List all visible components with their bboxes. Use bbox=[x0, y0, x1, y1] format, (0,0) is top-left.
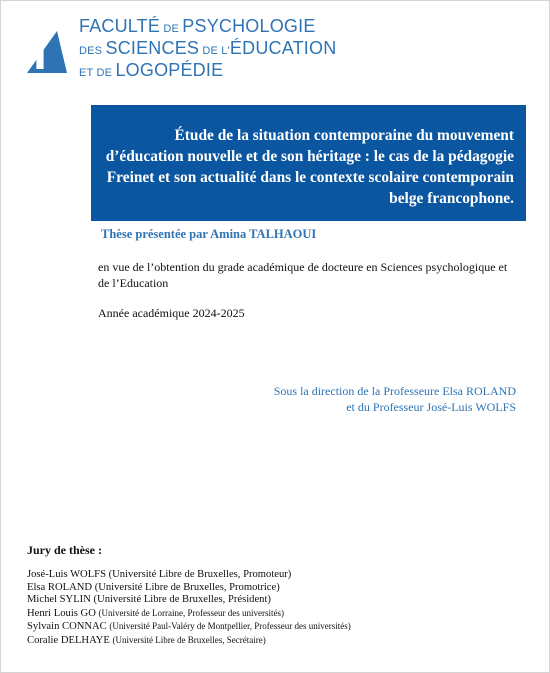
jury-heading: Jury de thèse : bbox=[27, 543, 102, 557]
jury-member-name: Elsa ROLAND bbox=[27, 581, 93, 593]
jury-member-name: Henri Louis GO bbox=[27, 607, 96, 619]
supervision-line-2: et du Professeur José-Luis WOLFS bbox=[346, 400, 516, 414]
faculty-logo-icon bbox=[23, 21, 71, 77]
jury-member-affiliation: (Université Libre de Bruxelles, Secrétaire) bbox=[112, 634, 266, 645]
jury-member-name: Coralie DELHAYE bbox=[27, 634, 110, 646]
supervision bbox=[274, 383, 516, 415]
jury-member-affiliation: (Université Paul-Valéry de Montpellier, Professeur des universités) bbox=[109, 621, 351, 632]
faculty-name-line-2: DES SCIENCES DE L'ÉDUCATION bbox=[79, 38, 337, 58]
degree-purpose: en vue de l’obtention du grade académique de docteure en Sciences psychologique et de l’Education bbox=[98, 260, 508, 290]
jury-member-affiliation: (Université de Lorraine, Professeur des universités) bbox=[98, 607, 284, 618]
title-band bbox=[91, 105, 526, 221]
supervision-line-1: Sous la direction de la Professeure Elsa ROLAND bbox=[273, 384, 516, 398]
jury-member-name: José-Luis WOLFS bbox=[27, 569, 106, 580]
faculty-logo bbox=[23, 15, 337, 85]
jury-member-affiliation: (Université Libre de Bruxelles, Promotrice) bbox=[94, 581, 280, 593]
jury-member bbox=[27, 569, 351, 582]
jury-member bbox=[27, 620, 351, 634]
faculty-name bbox=[79, 17, 336, 83]
presented-by: Thèse présentée par Amina TALHAOUI bbox=[101, 227, 317, 241]
jury-member-affiliation: (Université Libre de Bruxelles, Promoteur) bbox=[108, 569, 292, 580]
jury-member-name: Michel SYLIN bbox=[27, 594, 91, 606]
jury-member bbox=[27, 582, 351, 595]
jury-member bbox=[27, 594, 351, 607]
faculty-name-line-1: FACULTÉ DE PSYCHOLOGIE bbox=[79, 16, 316, 36]
faculty-name-line-3: ET DE LOGOPÉDIE bbox=[79, 60, 224, 80]
jury-member bbox=[27, 607, 351, 621]
academic-year: Année académique 2024-2025 bbox=[98, 306, 245, 320]
thesis-title: Étude de la situation contemporaine du mouvement d’éducation nouvelle et de son héritage : le cas de la pédagogie Freinet et son actualité dans le contexte scolaire contemporain belge francophone. bbox=[105, 127, 514, 207]
jury-member-name: Sylvain CONNAC bbox=[27, 621, 107, 633]
jury-member-affiliation: (Université Libre de Bruxelles, Président) bbox=[93, 594, 271, 606]
jury-list bbox=[27, 569, 351, 648]
jury-member bbox=[27, 634, 351, 648]
